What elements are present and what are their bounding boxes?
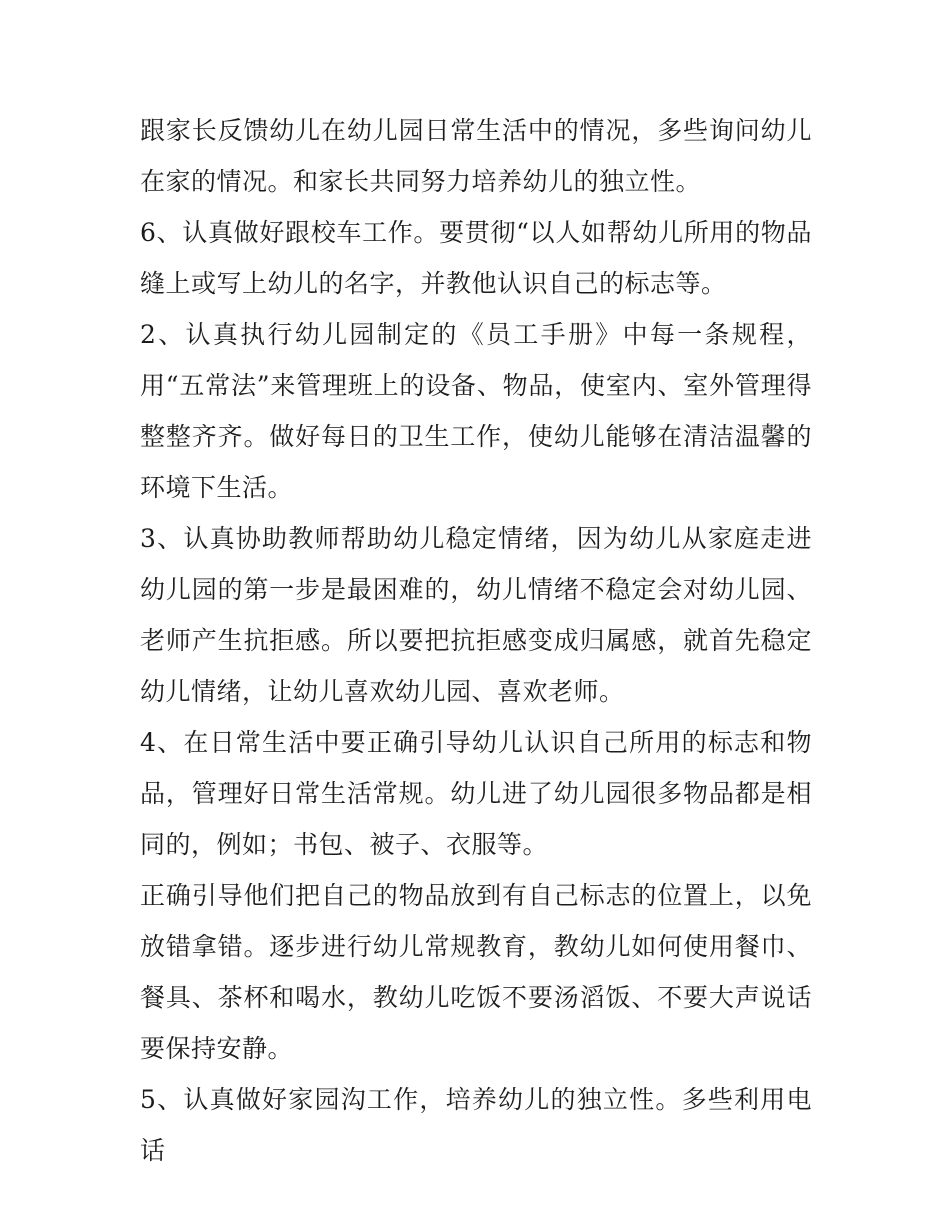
paragraph-item-3-emotions: 3、认真协助教师帮助幼儿稳定情绪，因为幼儿从家庭走进幼儿园的第一步是最困难的，幼儿情绪不稳定会对幼儿园、老师产生抗拒感。所以要把抗拒感变成归属感，就首先稳定幼儿情绪，让幼儿喜欢幼儿园、喜欢老师。 bbox=[140, 524, 812, 706]
paragraph-feedback-parents: 跟家长反馈幼儿在幼儿园日常生活中的情况，多些询问幼儿在家的情况。和家长共同努力培养幼儿的独立性。 bbox=[140, 116, 812, 196]
paragraph-guide-belongings: 正确引导他们把自己的物品放到有自己标志的位置上，以免放错拿错。逐步进行幼儿常规教育，教幼儿如何使用餐巾、餐具、茶杯和喝水，教幼儿吃饭不要汤滔饭、不要大声说话要保持安静。 bbox=[140, 881, 812, 1063]
document-body bbox=[140, 105, 812, 1176]
paragraph-item-2-staff-handbook: 2、认真执行幼儿园制定的《员工手册》中每一条规程，用“五常法”来管理班上的设备、物品，使室内、室外管理得整整齐齐。做好每日的卫生工作，使幼儿能够在清洁温馨的环境下生活。 bbox=[140, 320, 812, 502]
paragraph-item-4-daily-life: 4、在日常生活中要正确引导幼儿认识自己所用的标志和物品，管理好日常生活常规。幼儿进了幼儿园很多物品都是相同的，例如；书包、被子、衣服等。 bbox=[140, 728, 812, 859]
paragraph-item-6-school-bus: 6、认真做好跟校车工作。要贯彻“以人如帮幼儿所用的物品缝上或写上幼儿的名字，并教他认识自己的标志等。 bbox=[140, 218, 812, 298]
paragraph-item-5-home-school: 5、认真做好家园沟工作，培养幼儿的独立性。多些利用电话 bbox=[140, 1085, 812, 1165]
